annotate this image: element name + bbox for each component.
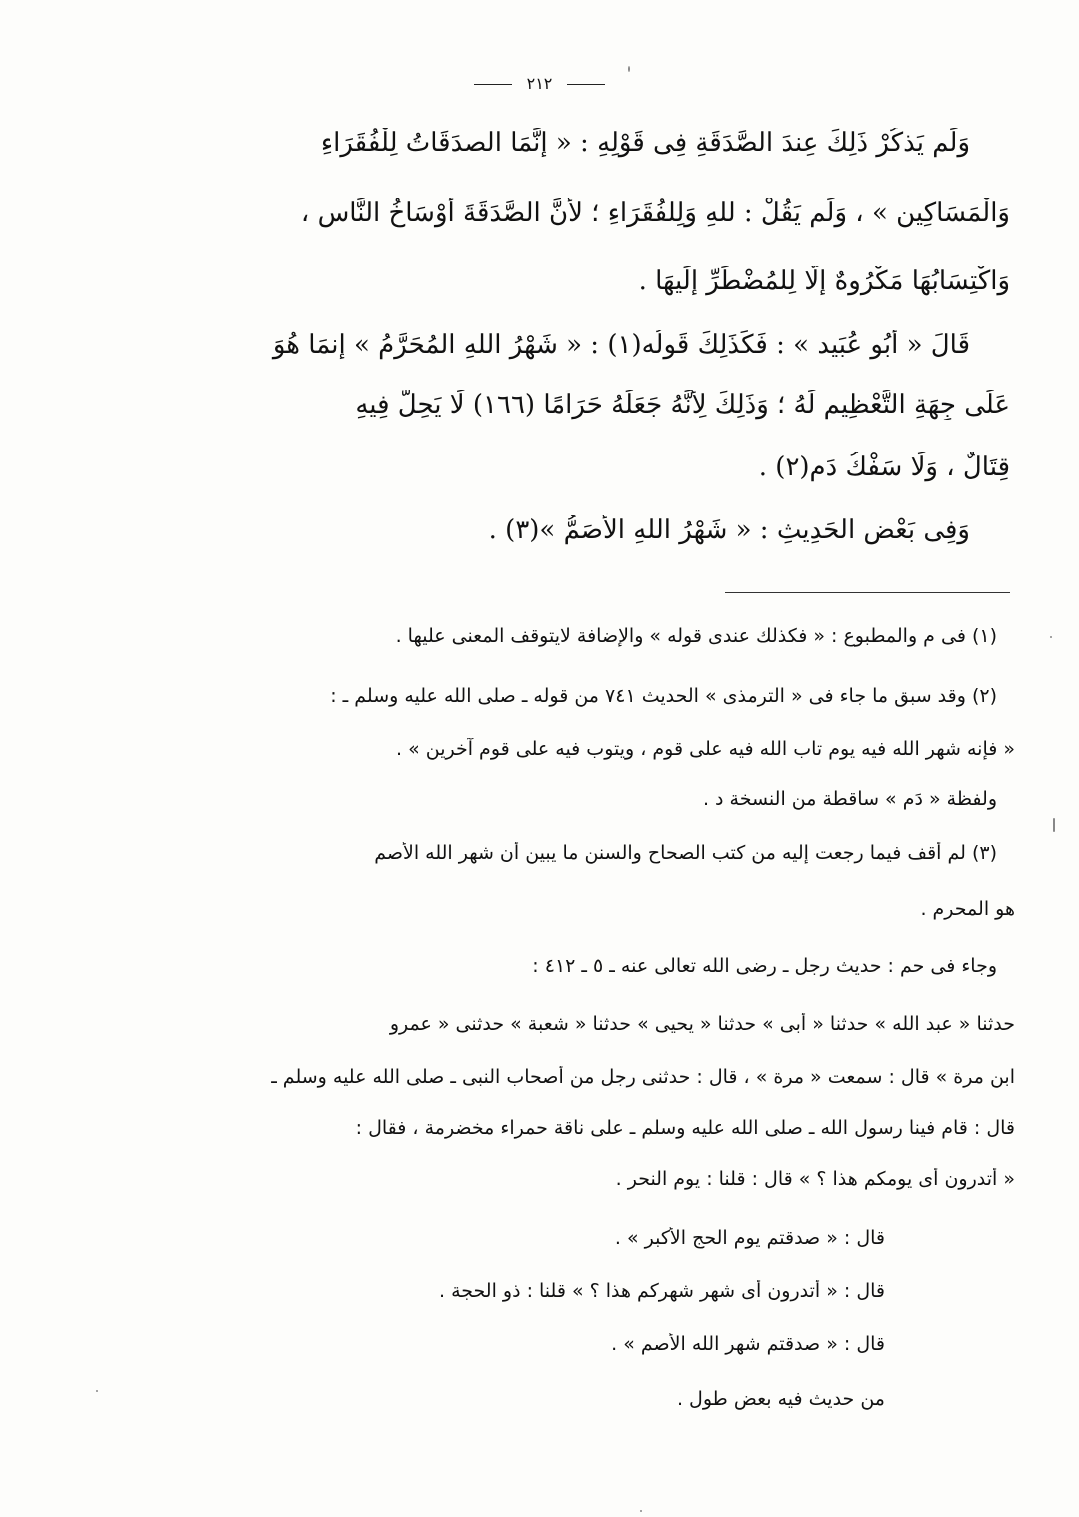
main-line: قِتَالٌ ، وَلَا سَفْكُ دَمٍ(٢) . (758, 452, 1010, 482)
main-line: وَالْمَسَاكِينِ » ، وَلَم يَقُلْ : للهِ وَلِلفُقَرَاءِ ؛ لأَنَّ الصَّدَقَةَ أَوْسَاخُ النَّاسِ ، (300, 198, 1010, 228)
page-number-header (0, 74, 1079, 93)
footnote-divider (725, 592, 1010, 593)
scan-speck (1053, 818, 1055, 832)
scan-speck (96, 1390, 98, 1392)
footnote-line: (٣) لم أقف فيما رجعت إليه من كتب الصحاح والسنن ما يبين أن شهر الله الأصم (374, 842, 997, 864)
footnote-line: « أتدرون أى يومكم هذا ؟ » قال : قلنا : يوم النحر . (615, 1168, 1015, 1190)
main-line: وَفِى بَعْضِ الحَدِيثِ : « شَهْرُ اللهِ الأَصَمُّ »(٣) . (488, 515, 970, 545)
scan-speck (628, 66, 630, 72)
scan-speck (640, 1510, 642, 1512)
page-number: ٢١٢ (526, 74, 553, 93)
main-line: وَلَم يَذكُرْ ذَلِكَ عِندَ الصَّدَقَةِ فِى قَوْلِهِ : « إِنَّمَا الصدَقَاتُ لِلْفُقَرَاءِ (320, 128, 970, 158)
footnote-line: قال : « أتدرون أى شهر شهركم هذا ؟ » قلنا : ذو الحجة . (439, 1280, 885, 1302)
footnote-line: قال : قام فينا رسول الله ـ صلى الله عليه وسلم ـ على ناقة حمراء مخضرمة ، فقال : (355, 1117, 1015, 1139)
footnote-line: حدثنا « عبد الله » حدثنا « أبى » حدثنا « يحيى » حدثنا « شعبة » حدثنى « عمرو (389, 1013, 1015, 1035)
footnote-line: قال : « صدقتم شهر الله الأصم » . (611, 1333, 885, 1355)
main-line: عَلَى جِهَةِ التَّعْظِيمِ لَهُ ؛ وَذَلِكَ لِأَنَّهُ جَعَلَهُ حَرَامًا (١٦٦) لَا يَحِلُّ فِيهِ (355, 390, 1010, 420)
footnote-line: قال : « صدقتم يوم الحج الأكبر » . (614, 1227, 885, 1249)
footnote-line: هو المحرم . (920, 898, 1015, 920)
footnote-line: (٢) وقد سبق ما جاء فى « الترمذى » الحديث ٧٤١ من قوله ـ صلى الله عليه وسلم ـ : (330, 685, 997, 707)
footnote-line: وجاء فى حم : حديث رجل ـ رضى الله تعالى عنه ـ ٥ ـ ٤١٢ : (532, 955, 997, 977)
main-line: قَالَ « أَبُو عُبَيد » : فَكَذَلِكَ قَولُه(١) : « شَهْرُ اللهِ المُحَرَّمُ » إِنمَا هُوَ (272, 330, 970, 360)
header-dash-left (474, 84, 512, 85)
footnote-line: « فإنه شهر الله فيه يوم تاب الله فيه على قوم ، ويتوب فيه على قوم آخرين » . (396, 738, 1015, 760)
header-dash-right (567, 84, 605, 85)
footnote-line: من حديث فيه بعض طول . (676, 1388, 885, 1410)
footnote-line: ابن مرة » قال : سمعت « مرة » ، قال : حدثنى رجل من أصحاب النبى ـ صلى الله عليه وسلم ـ (271, 1066, 1015, 1088)
scan-speck (1050, 636, 1052, 638)
footnote-line: (١) فى م والمطبوع : « فكذلك عندى قوله » والإضافة لايتوقف المعنى عليها . (395, 625, 997, 647)
footnote-line: ولفظة « دَمٍ » ساقطة من النسخة د . (702, 788, 997, 810)
main-line: وَاكْتِسَابُهَا مَكْرُوهٌ إِلَّا لِلمُضْطَرِّ إِلَيهَا . (638, 266, 1010, 296)
